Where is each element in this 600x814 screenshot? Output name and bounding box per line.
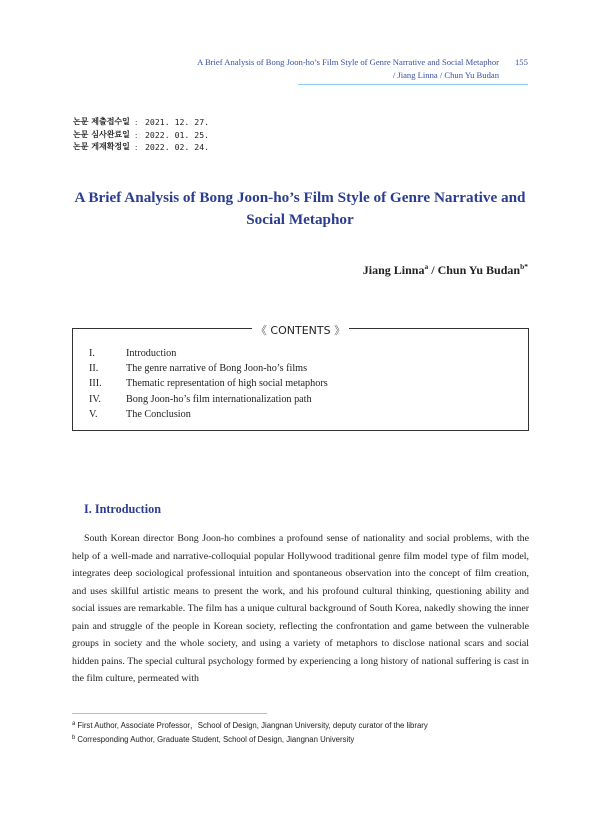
toc-item — [89, 392, 328, 407]
submission-dates — [73, 116, 209, 154]
contents-box — [72, 324, 529, 431]
footnote-divider — [72, 713, 267, 714]
author-name: Jiang Linna — [362, 263, 425, 277]
date-separator: : — [135, 129, 138, 140]
toc-number: I. — [89, 348, 95, 359]
date-value: 2021. 12. 27. — [145, 117, 210, 127]
toc-item — [89, 407, 328, 422]
toc-item — [89, 361, 328, 376]
date-label: 논문 게재확정일 — [73, 142, 130, 151]
author-name: Chun Yu Budan — [437, 263, 521, 277]
toc-number: V. — [89, 408, 98, 420]
header-divider — [298, 84, 528, 85]
running-head-title: A Brief Analysis of Bong Joon-ho’s Film Style of Genre Narrative and Social Metaphor — [197, 57, 499, 67]
running-head-authors: / Jiang Linna / Chun Yu Budan — [392, 70, 499, 80]
table-of-contents — [89, 346, 328, 422]
toc-text: Bong Joon-ho’s film internationalization path — [126, 393, 312, 405]
toc-text: Thematic representation of high social metaphors — [126, 378, 328, 390]
date-label: 논문 제출접수일 — [73, 117, 130, 126]
footnote-mark: b — [72, 735, 76, 741]
toc-number: III. — [89, 378, 102, 390]
toc-number: II. — [89, 363, 99, 375]
affiliation-mark: a — [424, 262, 429, 271]
toc-item — [89, 376, 328, 391]
toc-text: Introduction — [126, 348, 177, 359]
date-label: 논문 심사완료일 — [73, 129, 130, 139]
toc-number: IV. — [89, 393, 101, 405]
footnote-text: First Author, Associate Professor，School of Design, Jiangnan University, deputy curator of the library — [77, 721, 428, 730]
body-paragraph: South Korean director Bong Joon-ho combines a profound sense of nationality and social problems, with the help of a well-made and narrative-colloquial popular Hollywood traditional genre film model type of film model, integrates deep sociological professional intuition and spontaneous observation into the concept of film creation, and uses skillful artistic means to present the work, and his profound cultural thinking, questioning ability and social issues are remarkable. The film has a unique cultural background of South Korea, nakedly showing the inner pain and struggle of the people in Korean society, reflecting the confrontation and game between the vulnerable groups in society and the whole society, and using a variety of metaphors to disclose national scars and social hidden pains. The special cultural psychology formed by experiencing a long history of national suffering is cast in the film culture, permeated with — [72, 533, 529, 684]
date-value: 2022. 01. 25. — [145, 129, 210, 140]
toc-text: The Conclusion — [126, 408, 191, 420]
contents-heading-wrap — [73, 321, 528, 339]
paper-title: A Brief Analysis of Bong Joon-ho’s Film Style of Genre Narrative and Social Metaphor — [74, 189, 526, 228]
date-row-reviewed — [73, 129, 209, 142]
section-heading: I. Introduction — [84, 502, 161, 516]
toc-item — [89, 346, 328, 361]
author-separator: / — [428, 263, 438, 277]
date-separator: : — [135, 117, 138, 127]
date-row-submitted — [73, 116, 209, 129]
affiliation-mark: b* — [520, 262, 528, 271]
author-line — [363, 262, 528, 278]
date-row-accepted — [73, 141, 209, 154]
footnote — [72, 732, 428, 746]
toc-text: The genre narrative of Bong Joon-ho’s films — [126, 363, 308, 375]
footnote-text: Corresponding Author, Graduate Student, School of Design, Jiangnan University — [77, 735, 355, 744]
footnote — [72, 718, 428, 732]
contents-heading: 《 CONTENTS 》 — [252, 324, 349, 337]
footnotes — [72, 718, 428, 746]
date-separator: : — [135, 142, 138, 152]
page-number: 155 — [515, 57, 528, 67]
footnote-mark: a — [72, 721, 76, 727]
date-value: 2022. 02. 24. — [145, 142, 210, 152]
